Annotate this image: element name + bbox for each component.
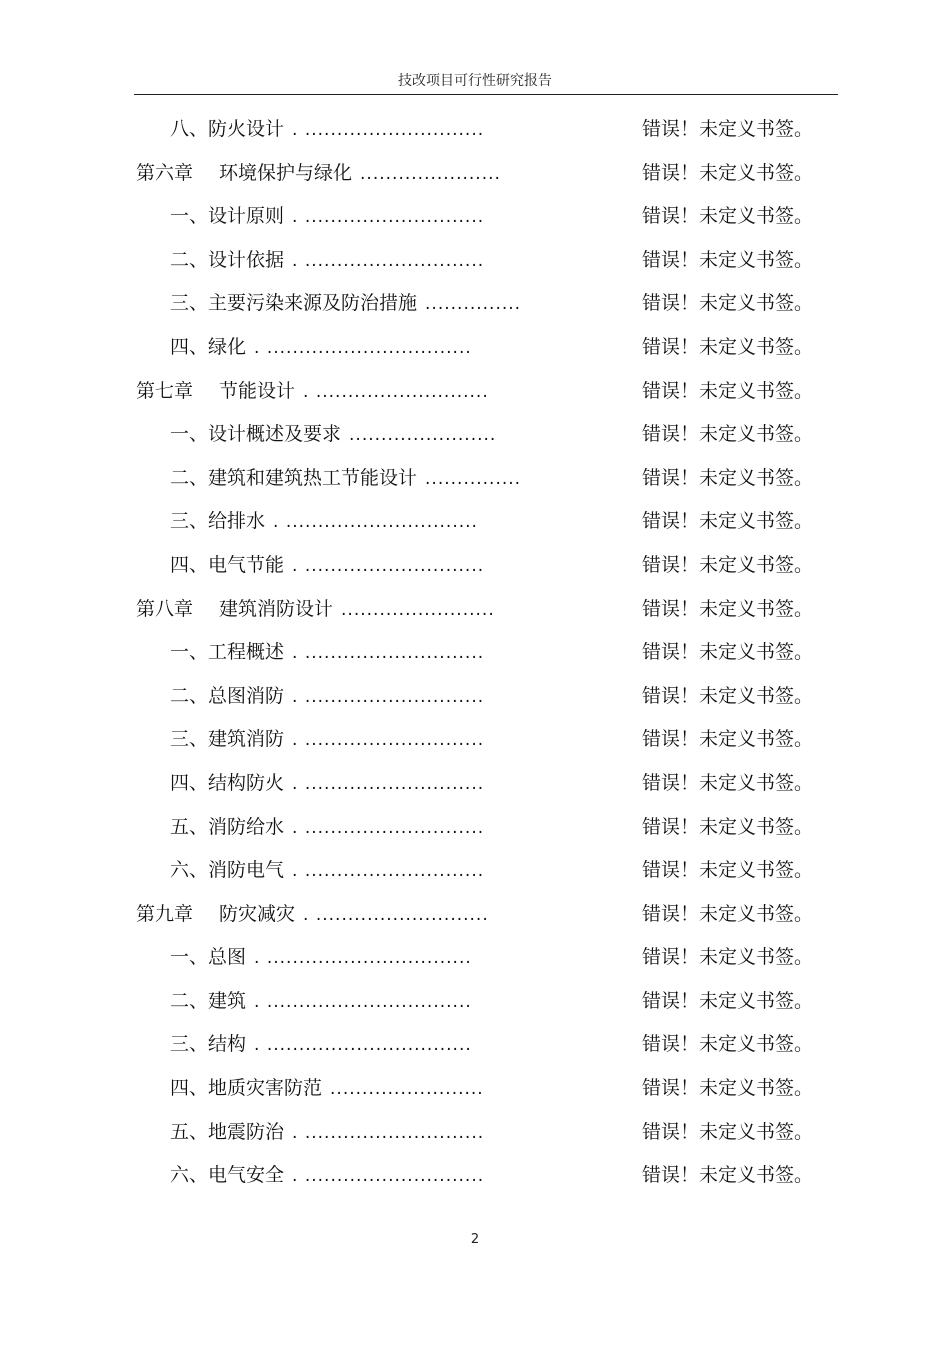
toc-dot-leader: . ............................: [292, 643, 485, 664]
toc-dot-leader: ........................: [330, 1079, 484, 1100]
toc-page-reference: 错误！未定义书签。: [642, 1120, 814, 1143]
toc-page-reference: 错误！未定义书签。: [642, 902, 814, 925]
toc-entry-title: 四、结构防火: [170, 771, 285, 794]
toc-entry-title: 防灾减灾: [219, 902, 296, 925]
toc-entry-section[interactable]: [0, 1154, 950, 1198]
toc-page-reference: 错误！未定义书签。: [642, 379, 814, 402]
toc-dot-leader: . ..............................: [273, 512, 478, 533]
toc-entry-heading: [170, 326, 472, 371]
toc-entry-section[interactable]: [0, 413, 950, 457]
toc-entry-title: 六、消防电气: [170, 859, 285, 882]
toc-entry-section[interactable]: [0, 675, 950, 719]
toc-entry-heading: [170, 718, 484, 763]
toc-entry-section[interactable]: [0, 1023, 950, 1067]
toc-entry-section[interactable]: [0, 326, 950, 370]
toc-dot-leader: . ................................: [254, 1035, 472, 1056]
toc-page-reference: 错误！未定义书签。: [642, 423, 814, 446]
toc-entry-title: 四、绿化: [170, 335, 247, 358]
toc-page-reference: 错误！未定义书签。: [642, 161, 814, 184]
toc-dot-leader: . ................................: [254, 948, 472, 969]
toc-entry-title: 二、建筑和建筑热工节能设计: [170, 466, 418, 489]
toc-entry-title: 三、结构: [170, 1033, 247, 1056]
toc-entry-title: 节能设计: [219, 379, 296, 402]
toc-entry-heading: [170, 675, 484, 720]
toc-entry-title: 一、工程概述: [170, 641, 285, 664]
toc-dot-leader: . ................................: [254, 991, 472, 1012]
toc-entry-title: 五、地震防治: [170, 1120, 285, 1143]
toc-dot-leader: . ................................: [254, 337, 472, 358]
toc-dot-leader: . ...........................: [303, 904, 489, 925]
toc-dot-leader: ........................: [341, 599, 495, 620]
toc-entry-heading: [170, 1067, 484, 1112]
toc-chapter-number: 第七章: [136, 379, 194, 402]
toc-dot-leader: . ............................: [292, 1122, 485, 1143]
toc-entry-heading: [136, 588, 495, 633]
toc-entry-section[interactable]: [0, 500, 950, 544]
toc-chapter-number: 第九章: [136, 902, 194, 925]
page-number: 2: [470, 1232, 480, 1247]
toc-entry-heading: [170, 806, 484, 851]
toc-page-reference: 错误！未定义书签。: [642, 859, 814, 882]
toc-entry-section[interactable]: [0, 980, 950, 1024]
toc-entry-heading: [170, 1154, 484, 1199]
toc-dot-leader: . ............................: [292, 207, 485, 228]
toc-entry-chapter[interactable]: [0, 588, 950, 632]
toc-page-reference: 错误！未定义书签。: [642, 292, 814, 315]
toc-dot-leader: . ............................: [292, 120, 485, 140]
toc-entry-title: 一、总图: [170, 946, 247, 969]
toc-entry-title: 三、建筑消防: [170, 728, 285, 751]
toc-entry-title: 四、地质灾害防范: [170, 1077, 323, 1100]
toc-entry-section[interactable]: [0, 936, 950, 980]
toc-entry-title: 三、主要污染来源及防治措施: [170, 292, 418, 315]
toc-dot-leader: . ............................: [292, 555, 485, 576]
toc-dot-leader: . ............................: [292, 250, 485, 271]
toc-entry-section[interactable]: [0, 457, 950, 501]
toc-dot-leader: . ............................: [292, 861, 485, 882]
toc-page-reference: 错误！未定义书签。: [642, 1033, 814, 1056]
toc-entry-section[interactable]: [0, 718, 950, 762]
toc-entry-heading: [170, 500, 478, 545]
toc-entry-title: 二、建筑: [170, 989, 247, 1012]
toc-page-reference: 错误！未定义书签。: [642, 118, 814, 140]
toc-entry-heading: [170, 849, 484, 894]
toc-entry-title: 二、总图消防: [170, 684, 285, 707]
toc-page-reference: 错误！未定义书签。: [642, 771, 814, 794]
header-rule: [134, 94, 838, 95]
toc-entry-section[interactable]: [0, 544, 950, 588]
toc-entry-title: 三、给排水: [170, 510, 266, 533]
toc-chapter-number: 第六章: [136, 161, 194, 184]
toc-entry-title: 环境保护与绿化: [219, 161, 353, 184]
toc-entry-heading: [170, 936, 472, 981]
toc-page-reference: 错误！未定义书签。: [642, 641, 814, 664]
toc-entry-heading: [170, 762, 484, 807]
toc-entry-title: 六、电气安全: [170, 1164, 285, 1187]
toc-entry-heading: [136, 370, 489, 415]
toc-entry-heading: [170, 1111, 484, 1156]
running-header-title: 技改项目可行性研究报告: [398, 73, 552, 89]
toc-entry-title: 四、电气节能: [170, 553, 285, 576]
toc-entry-title: 八、防火设计: [170, 118, 285, 140]
toc-entry-section[interactable]: [0, 239, 950, 283]
toc-entry-section[interactable]: [0, 1111, 950, 1155]
toc-entry-section[interactable]: [0, 108, 950, 152]
toc-dot-leader: . ............................: [292, 730, 485, 751]
toc-entry-title: 一、设计概述及要求: [170, 423, 342, 446]
toc-entry-chapter[interactable]: [0, 893, 950, 937]
toc-page-reference: 错误！未定义书签。: [642, 1164, 814, 1187]
toc-entry-heading: [136, 893, 489, 938]
toc-entry-section[interactable]: [0, 762, 950, 806]
toc-dot-leader: ...............: [425, 294, 522, 315]
toc-entry-section[interactable]: [0, 849, 950, 893]
toc-dot-leader: ...............: [425, 468, 522, 489]
toc-dot-leader: . ............................: [292, 1166, 485, 1187]
toc-dot-leader: . ............................: [292, 686, 485, 707]
toc-page-reference: 错误！未定义书签。: [642, 815, 814, 838]
toc-dot-leader: . ............................: [292, 817, 485, 838]
toc-entry-heading: [170, 239, 484, 284]
toc-page-reference: 错误！未定义书签。: [642, 597, 814, 620]
toc-entry-heading: [170, 282, 521, 327]
toc-page-reference: 错误！未定义书签。: [642, 728, 814, 751]
toc-dot-leader: . ............................: [292, 773, 485, 794]
toc-entry-section[interactable]: [0, 195, 950, 239]
toc-entry-section[interactable]: [0, 282, 950, 326]
toc-entry-heading: [170, 1023, 472, 1068]
toc-entry-chapter[interactable]: [0, 370, 950, 414]
toc-page-reference: 错误！未定义书签。: [642, 553, 814, 576]
toc-entry-heading: [170, 108, 484, 153]
toc-entry-title: 一、设计原则: [170, 205, 285, 228]
toc-page-reference: 错误！未定义书签。: [642, 335, 814, 358]
toc-entry-heading: [170, 980, 472, 1025]
toc-page-reference: 错误！未定义书签。: [642, 946, 814, 969]
toc-entry-section[interactable]: [0, 1067, 950, 1111]
toc-entry-heading: [170, 457, 521, 502]
table-of-contents: [0, 108, 950, 1198]
toc-page-reference: 错误！未定义书签。: [642, 989, 814, 1012]
toc-entry-section[interactable]: [0, 631, 950, 675]
toc-entry-title: 二、设计依据: [170, 248, 285, 271]
toc-page-reference: 错误！未定义书签。: [642, 510, 814, 533]
toc-chapter-number: 第八章: [136, 597, 194, 620]
toc-entry-title: 五、消防给水: [170, 815, 285, 838]
toc-dot-leader: ......................: [360, 163, 501, 184]
toc-entry-heading: [170, 195, 484, 240]
toc-entry-title: 建筑消防设计: [219, 597, 334, 620]
toc-entry-heading: [136, 152, 501, 197]
toc-page-reference: 错误！未定义书签。: [642, 466, 814, 489]
toc-page-reference: 错误！未定义书签。: [642, 205, 814, 228]
toc-entry-heading: [170, 544, 484, 589]
toc-entry-section[interactable]: [0, 806, 950, 850]
toc-page-reference: 错误！未定义书签。: [642, 684, 814, 707]
toc-entry-chapter[interactable]: [0, 152, 950, 196]
toc-page-reference: 错误！未定义书签。: [642, 248, 814, 271]
toc-entry-heading: [170, 413, 496, 458]
toc-dot-leader: . ...........................: [303, 381, 489, 402]
toc-entry-heading: [170, 631, 484, 676]
toc-dot-leader: .......................: [349, 425, 497, 446]
toc-page-reference: 错误！未定义书签。: [642, 1077, 814, 1100]
